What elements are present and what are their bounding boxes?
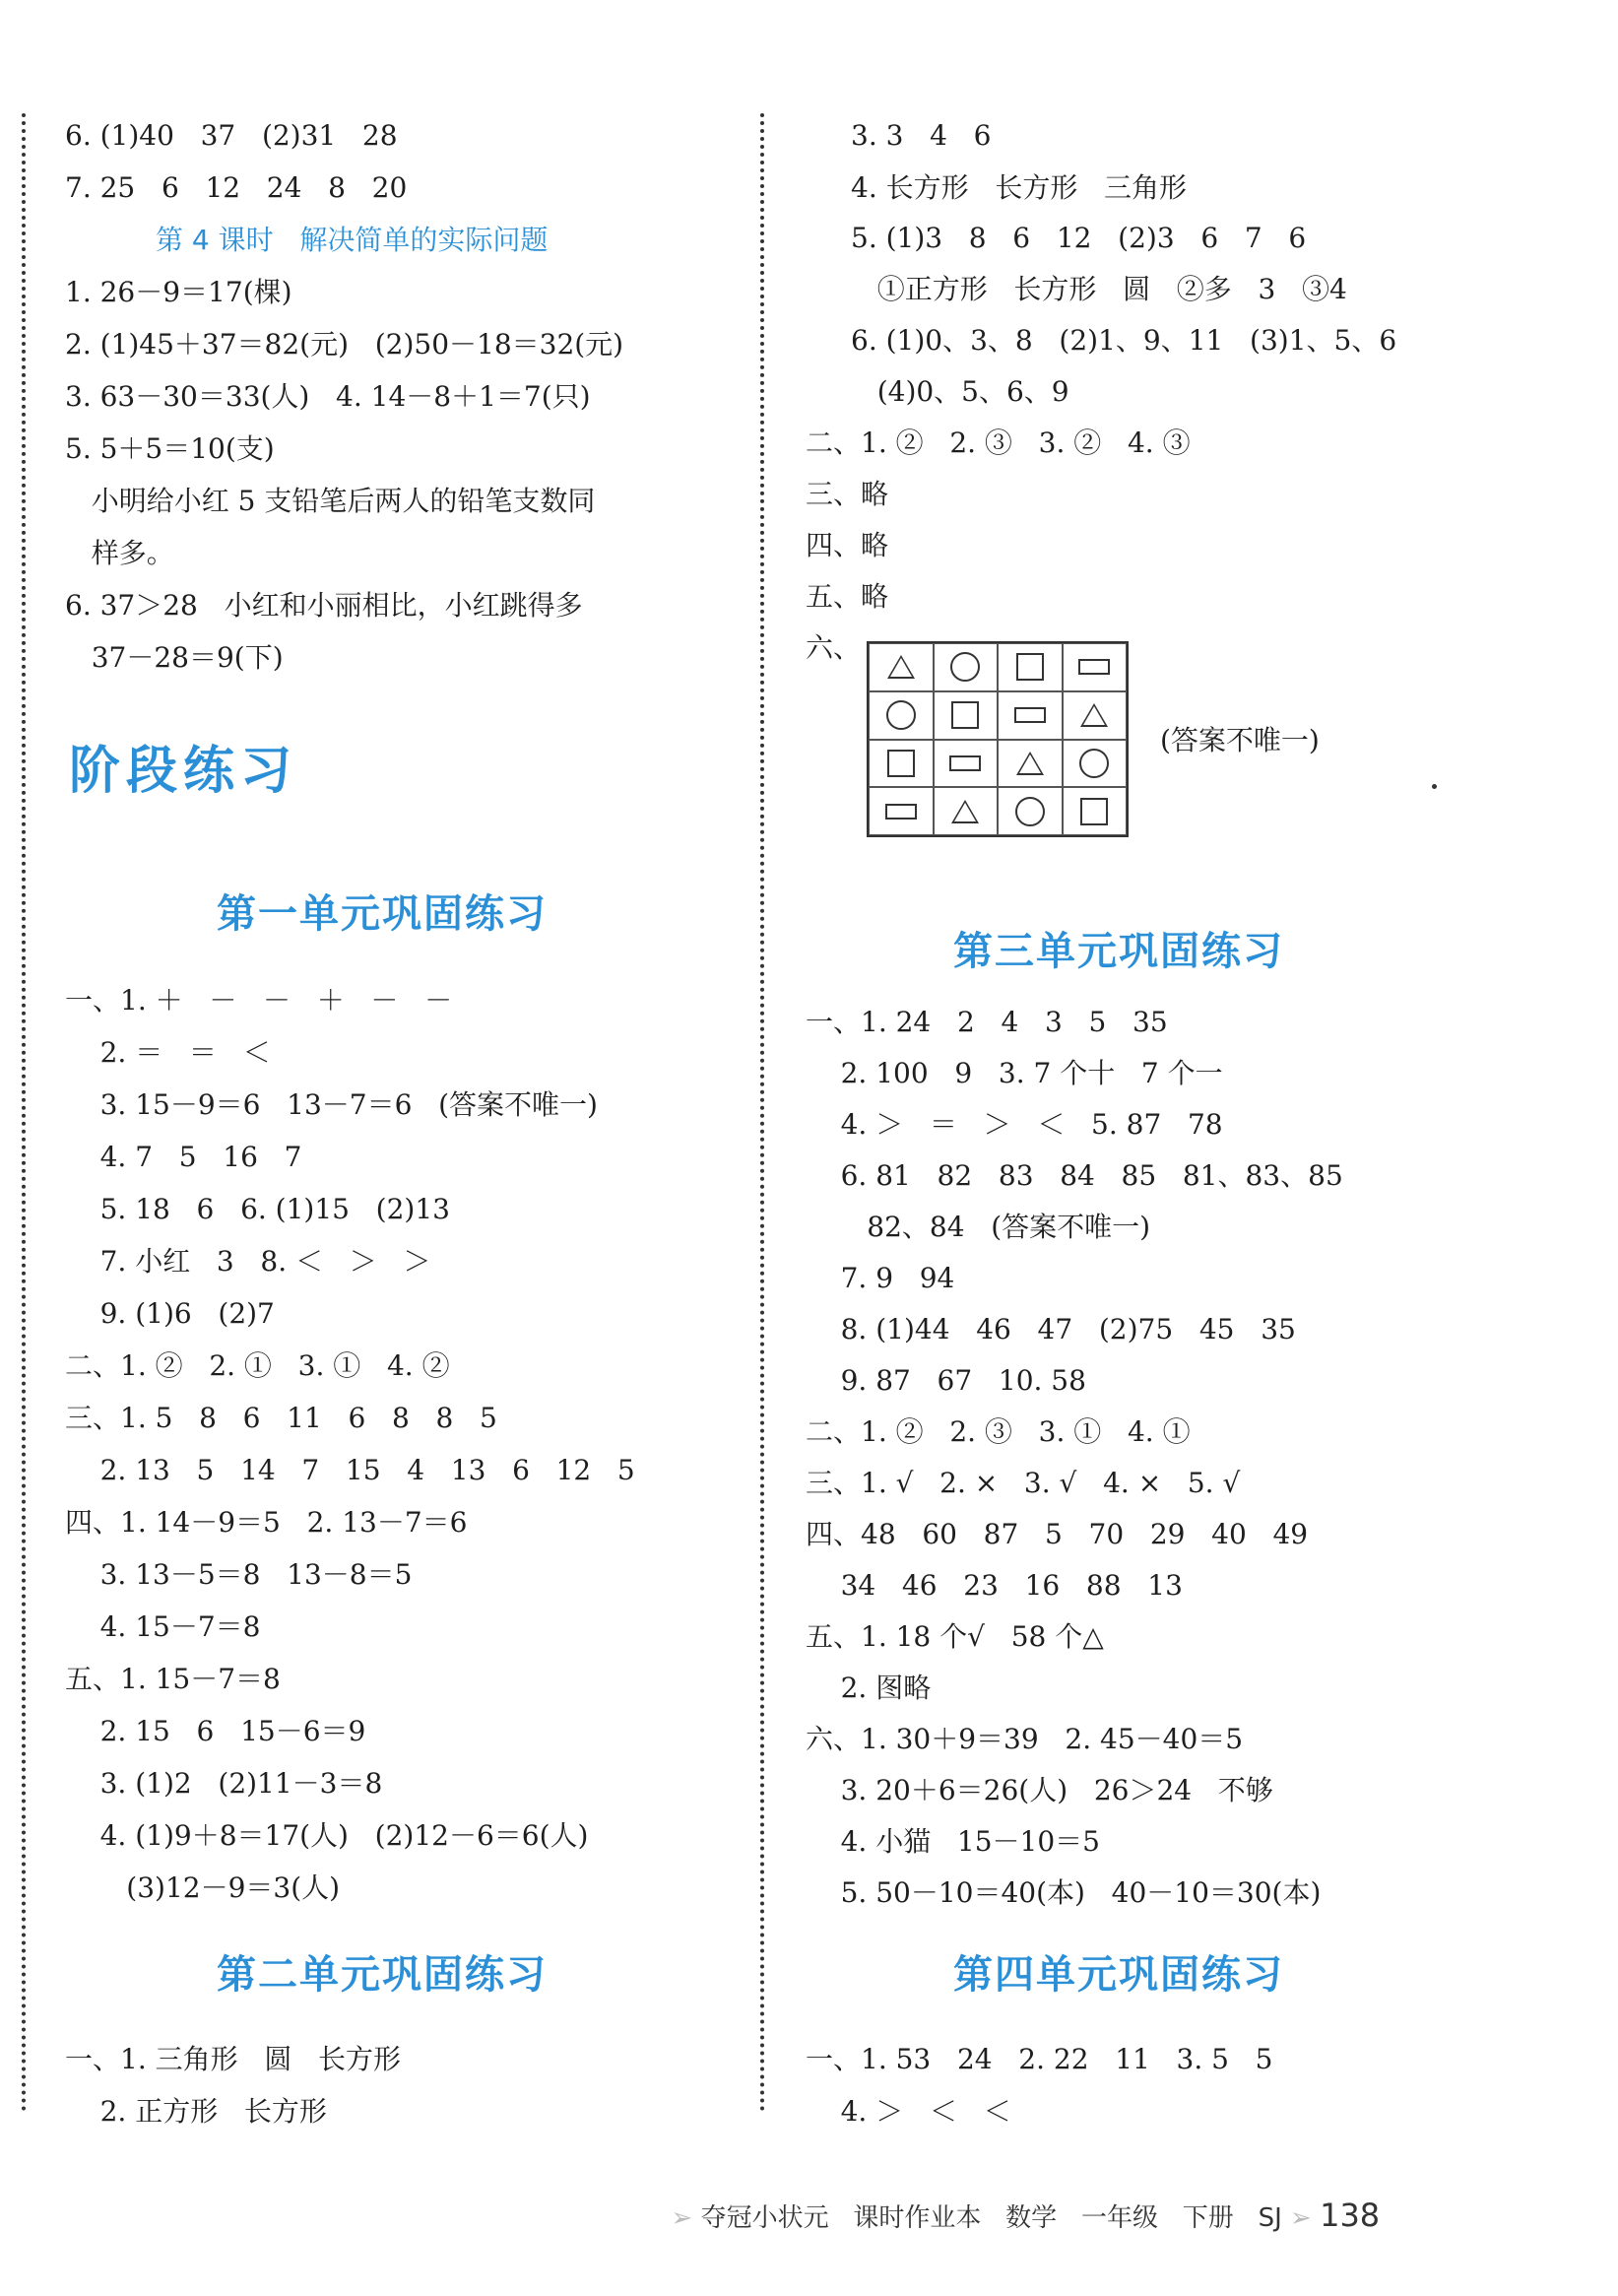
answer-line: 五、略 (806, 580, 889, 613)
grid-cell (998, 691, 1063, 740)
answer-line: 5. 50－10＝40(本) 40－10＝30(本) (806, 1876, 1322, 1909)
rectangle-icon (885, 804, 917, 820)
grid-cell (869, 740, 934, 788)
answer-line: 4. 15－7＝8 (65, 1610, 261, 1643)
stray-dot (1432, 784, 1437, 789)
left-dotted-margin (22, 113, 26, 2113)
arrow-icon: ➢ (1281, 2203, 1321, 2233)
unit4-title: 第四单元巩固练习 (953, 1951, 1284, 1998)
circle-icon (950, 652, 980, 682)
answer-line: 2. 图略 (806, 1672, 932, 1704)
answer-line: 9. 87 67 10. 58 (806, 1364, 1086, 1397)
answer-line: 五、1. 15－7＝8 (65, 1663, 281, 1695)
grid-cell (869, 643, 934, 691)
answer-line: 小明给小红 5 支铅笔后两人的铅笔支数同 (65, 485, 596, 517)
square-icon (887, 750, 915, 777)
grid-cell (934, 691, 999, 740)
grid-cell (934, 740, 999, 788)
answer-line: 四、略 (806, 529, 889, 561)
answer-line: 34 46 23 16 88 13 (806, 1569, 1183, 1602)
answer-line: 2. 正方形 长方形 (65, 2095, 327, 2128)
grid-cell (934, 643, 999, 691)
answer-line: 6. (1)40 37 (2)31 28 (65, 119, 398, 152)
answer-line: 5. 5＋5＝10(支) (65, 432, 275, 465)
answer-line: 三、略 (806, 478, 889, 510)
square-icon (1080, 798, 1108, 825)
grid-cell (869, 787, 934, 835)
answer-line: 二、1. ② 2. ③ 3. ① 4. ① (806, 1415, 1191, 1448)
answer-line: 三、1. 5 8 6 11 6 8 8 5 (65, 1402, 497, 1434)
unit1-title: 第一单元巩固练习 (217, 890, 548, 937)
rectangle-icon (1014, 707, 1046, 723)
square-icon (951, 701, 979, 729)
answer-line: 9. (1)6 (2)7 (65, 1297, 275, 1330)
answer-line: 1. 26－9＝17(棵) (65, 276, 292, 308)
square-icon (1016, 653, 1044, 681)
triangle-icon (1016, 752, 1044, 775)
answer-line: 2. 100 9 3. 7 个十 7 个一 (806, 1057, 1223, 1089)
page-footer (655, 2167, 1380, 2234)
arrow-icon: ➢ (671, 2203, 701, 2233)
grid-cell (998, 740, 1063, 788)
answer-line: 5. (1)3 8 6 12 (2)3 6 7 6 (851, 222, 1307, 254)
unit2-title: 第二单元巩固练习 (217, 1951, 548, 1998)
grid-cell (869, 691, 934, 740)
answer-line: 一、1. 53 24 2. 22 11 3. 5 5 (806, 2043, 1273, 2075)
answer-line: 3. (1)2 (2)11－3＝8 (65, 1767, 383, 1800)
lesson-heading: 第 4 课时 解决简单的实际问题 (156, 224, 549, 256)
answer-line: 六、1. 30＋9＝39 2. 45－40＝5 (806, 1723, 1244, 1755)
footer-text: 夺冠小状元 课时作业本 数学 一年级 下册 SJ (700, 2203, 1282, 2233)
circle-icon (1079, 749, 1109, 778)
grid-cell (1063, 787, 1128, 835)
answer-line: 7. 9 94 (806, 1262, 955, 1294)
unit3-title: 第三单元巩固练习 (953, 928, 1284, 974)
stage-title: 阶段练习 (69, 742, 298, 801)
triangle-icon (1080, 703, 1108, 727)
answer-line: 2. ＝ ＝ ＜ (65, 1036, 271, 1069)
answer-line: 82、84 (答案不唯一) (806, 1211, 1151, 1243)
answer-line: 3. 13－5＝8 13－8＝5 (65, 1558, 413, 1591)
answer-line: ①正方形 长方形 圆 ②多 3 ③4 (851, 273, 1347, 305)
answer-line: 一、1. 24 2 4 3 5 35 (806, 1006, 1168, 1038)
triangle-icon (887, 655, 915, 679)
answer-line: 4. 长方形 长方形 三角形 (851, 171, 1188, 204)
grid-cell (1063, 740, 1128, 788)
answer-line: 3. 63－30＝33(人) 4. 14－8＋1＝7(只) (65, 380, 591, 413)
rectangle-icon (1078, 659, 1110, 675)
answer-line: 3. 20＋6＝26(人) 26＞24 不够 (806, 1774, 1273, 1806)
answer-line: 一、1. 三角形 圆 长方形 (65, 2043, 402, 2075)
rectangle-icon (949, 755, 981, 771)
answer-line: 4. 小猫 15－10＝5 (806, 1825, 1100, 1858)
answer-line: 二、1. ② 2. ③ 3. ② 4. ③ (806, 426, 1191, 459)
center-dotted-divider (760, 113, 764, 2113)
answer-line: 一、1. ＋ － － ＋ － － (65, 984, 453, 1017)
answer-line: (3)12－9＝3(人) (65, 1871, 341, 1904)
answer-line: 3. 3 4 6 (851, 119, 992, 152)
grid-cell (1063, 643, 1128, 691)
answer-line: 样多。 (65, 537, 174, 569)
grid-cell (998, 643, 1063, 691)
answer-line: 4. 7 5 16 7 (65, 1141, 302, 1173)
answer-line: 2. (1)45＋37＝82(元) (2)50－18＝32(元) (65, 328, 624, 361)
grid-cell (934, 787, 999, 835)
answer-line: 2. 15 6 15－6＝9 (65, 1715, 366, 1747)
answer-line: 5. 18 6 6. (1)15 (2)13 (65, 1193, 450, 1225)
triangle-icon (951, 800, 979, 823)
answer-line: 6. 37＞28 小红和小丽相比，小红跳得多 (65, 589, 583, 622)
shape-grid (867, 641, 1129, 837)
answer-line: 四、48 60 87 5 70 29 40 49 (806, 1518, 1309, 1550)
answer-line: 6. (1)0、3、8 (2)1、9、11 (3)1、5、6 (851, 324, 1397, 357)
six-label: 六、 (806, 631, 862, 664)
answer-line: 3. 15－9＝6 13－7＝6 (答案不唯一) (65, 1088, 598, 1121)
answer-line: 7. 25 6 12 24 8 20 (65, 171, 408, 204)
answer-line: 4. (1)9＋8＝17(人) (2)12－6＝6(人) (65, 1819, 589, 1852)
answer-line: 4. ＞ ＜ ＜ (806, 2095, 1011, 2128)
grid-cell (998, 787, 1063, 835)
answer-line: 7. 小红 3 8. ＜ ＞ ＞ (65, 1245, 431, 1278)
page-number: 138 (1320, 2197, 1381, 2234)
answer-line: 四、1. 14－9＝5 2. 13－7＝6 (65, 1506, 468, 1539)
circle-icon (1015, 797, 1045, 826)
answer-line: 二、1. ② 2. ① 3. ① 4. ② (65, 1349, 450, 1382)
grid-cell (1063, 691, 1128, 740)
answer-line: 五、1. 18 个√ 58 个△ (806, 1620, 1104, 1653)
answer-line: 三、1. √ 2. × 3. √ 4. × 5. √ (806, 1467, 1241, 1499)
answer-line: 6. 81 82 83 84 85 81、83、85 (806, 1159, 1343, 1192)
circle-icon (886, 700, 916, 730)
answer-line: 37－28＝9(下) (65, 641, 284, 674)
answer-line: (4)0、5、6、9 (851, 375, 1069, 408)
grid-note: (答案不唯一) (1160, 724, 1320, 756)
answer-line: 8. (1)44 46 47 (2)75 45 35 (806, 1313, 1296, 1345)
answer-line: 4. ＞ ＝ ＞ ＜ 5. 87 78 (806, 1108, 1223, 1141)
answer-line: 2. 13 5 14 7 15 4 13 6 12 5 (65, 1454, 635, 1486)
